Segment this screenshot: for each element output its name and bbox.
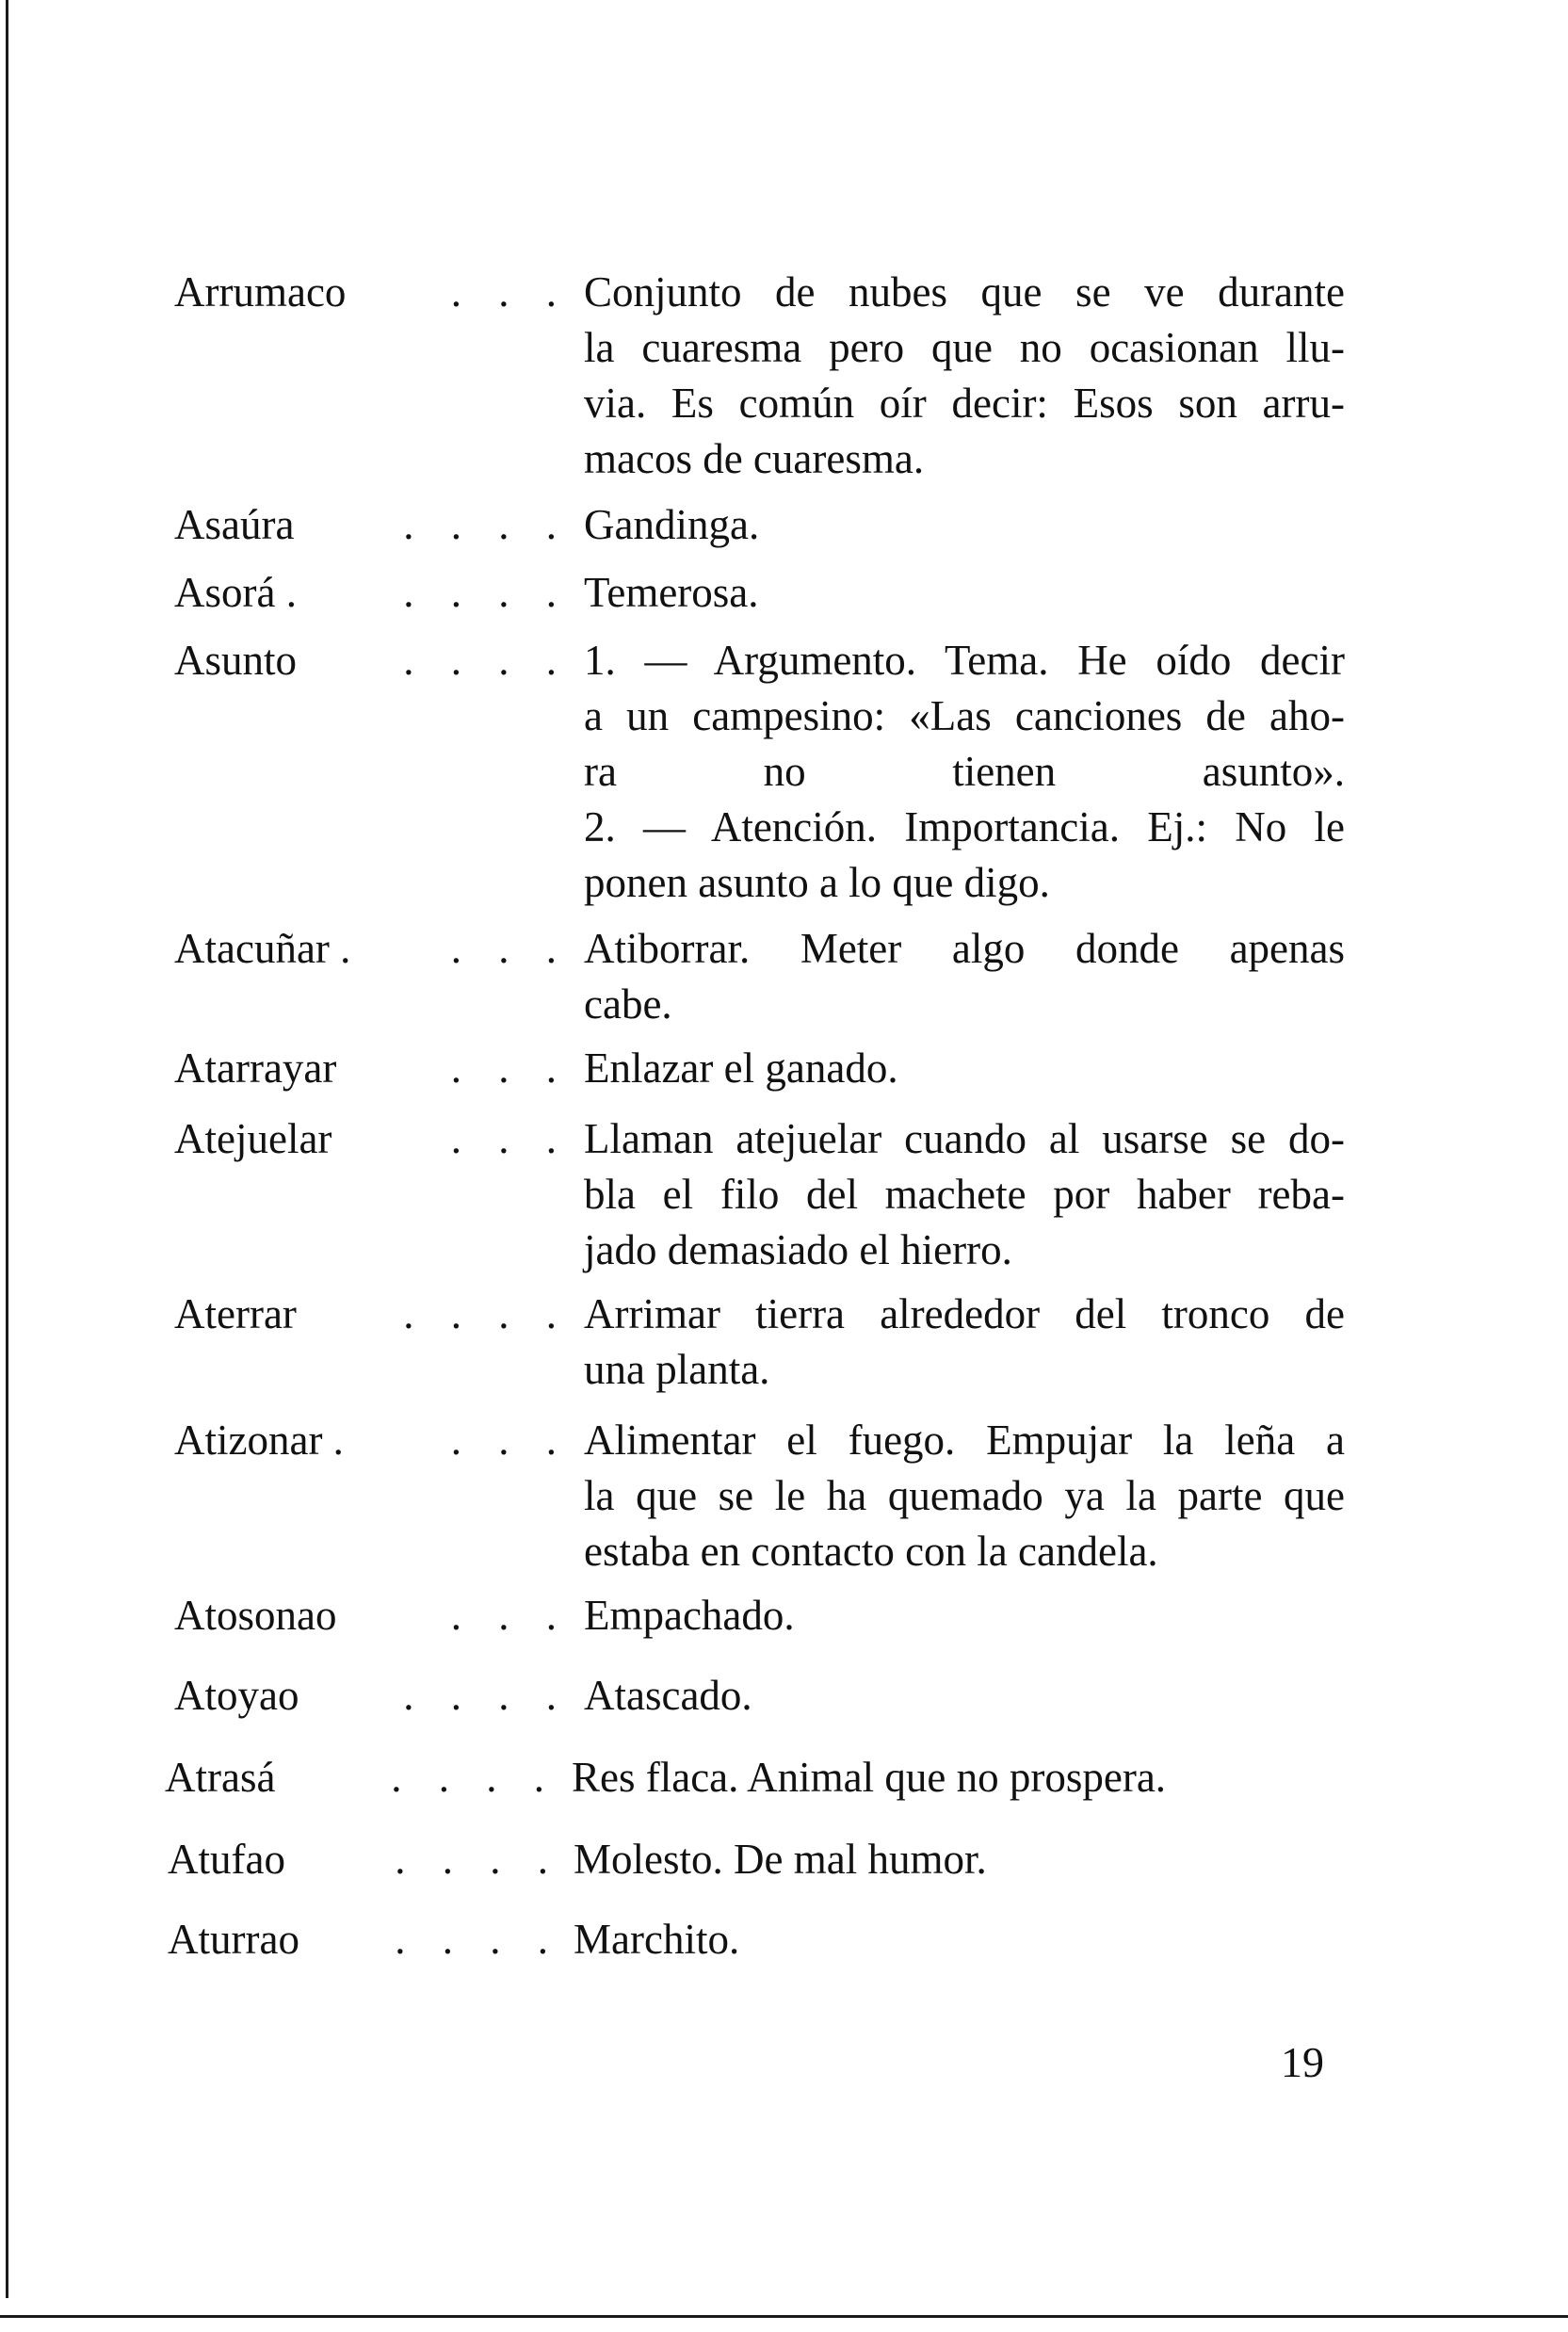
entry-definition [584, 1111, 1345, 1278]
entry-definition [584, 1588, 1345, 1644]
definition-line: cabe. [584, 980, 672, 1028]
definition-line: Gandinga. [584, 501, 760, 548]
entry-term: Atacuñar . [174, 925, 351, 972]
entry-definition [574, 1912, 1334, 1968]
definition-line: la cuaresma pero que no ocasionan llu- [584, 324, 1345, 371]
definition-line: Temerosa. [584, 569, 759, 616]
entry-term: Atufao [168, 1836, 285, 1883]
definition-line: Atiborrar. Meter algo donde apenas [584, 925, 1345, 972]
definition-line: Conjunto de nubes que se ve durante [584, 268, 1345, 316]
entry-term: Asunto [174, 637, 298, 684]
entry-term: Atejuelar [174, 1115, 332, 1162]
definition-line: Arrimar tierra alrededor del tronco de [584, 1290, 1345, 1337]
entry-definition [574, 1832, 1334, 1887]
definition-line: ponen asunto a lo que digo. [584, 859, 1050, 906]
definition-line: Marchito. [574, 1916, 740, 1963]
definition-line: Atascado. [584, 1672, 752, 1719]
entry-leader-dots: . . . . [391, 1754, 558, 1801]
entry-term: Asorá . [174, 569, 297, 616]
entry-definition [572, 1750, 1333, 1806]
definition-line: a un campesino: «Las canciones de aho- [584, 692, 1345, 739]
entry-leader-dots: . . . . [403, 1672, 570, 1719]
entry-leader-dots: . . . [450, 1115, 570, 1162]
entry-leader-dots: . . . . [403, 569, 570, 616]
definition-line: Alimentar el fuego. Empujar la leña a [584, 1417, 1345, 1464]
definition-line: Res flaca. Animal que no prospera. [572, 1754, 1167, 1801]
entry-term: Atrasá [165, 1754, 276, 1801]
entry-term: Atizonar . [174, 1417, 344, 1464]
definition-line: Empachado. [584, 1592, 795, 1639]
definition-line: 1. — Argumento. Tema. He oído decir [584, 637, 1345, 684]
entry-definition [584, 1287, 1345, 1398]
entry-leader-dots: . . . . [403, 1290, 570, 1337]
entry-leader-dots: . . . . [403, 501, 570, 548]
entry-leader-dots: . . . [450, 925, 570, 972]
entry-definition [584, 497, 1345, 553]
entry-definition [584, 1668, 1345, 1724]
entry-term: Aterrar [174, 1290, 297, 1337]
definition-line: bla el filo del machete por haber reba- [584, 1171, 1345, 1218]
definition-line: Enlazar el ganado. [584, 1045, 898, 1092]
entry-term: Arrumaco [174, 268, 347, 316]
definition-line: via. Es común oír decir: Esos son arru- [584, 380, 1345, 427]
definition-line: una planta. [584, 1346, 770, 1393]
entry-term: Atoyao [174, 1672, 299, 1719]
entry-definition [584, 565, 1345, 621]
entry-definition [584, 1413, 1345, 1579]
definition-line: estaba en contacto con la candela. [584, 1528, 1158, 1575]
definition-line: jado demasiado el hierro. [584, 1226, 1012, 1273]
definition-line: 2. — Atención. Importancia. Ej.: No le [584, 803, 1345, 850]
definition-line: Llaman atejuelar cuando al usarse se do- [584, 1115, 1345, 1162]
entry-leader-dots: . . . . [395, 1836, 561, 1883]
definition-line: la que se le ha quemado ya la parte que [584, 1472, 1345, 1519]
definition-line: Molesto. De mal humor. [574, 1836, 987, 1883]
entry-definition [584, 1041, 1345, 1096]
entry-leader-dots: . . . . [403, 637, 570, 684]
entry-leader-dots: . . . [450, 1045, 570, 1092]
entry-term: Atosonao [174, 1592, 337, 1639]
entry-term: Aturrao [168, 1916, 299, 1963]
entry-leader-dots: . . . [450, 1417, 570, 1464]
entry-term: Atarrayar [174, 1045, 337, 1092]
entry-leader-dots: . . . . [395, 1916, 561, 1963]
entry-definition [584, 921, 1345, 1032]
definition-line: macos de cuaresma. [584, 435, 925, 482]
entry-term: Asaúra [174, 501, 295, 548]
entry-definition [584, 633, 1345, 911]
entry-leader-dots: . . . [450, 268, 570, 316]
entry-definition [584, 265, 1345, 487]
definition-line: ra no tienen asunto». [584, 748, 1345, 795]
entry-leader-dots: . . . [450, 1592, 570, 1639]
page-number: 19 [1281, 2038, 1324, 2086]
